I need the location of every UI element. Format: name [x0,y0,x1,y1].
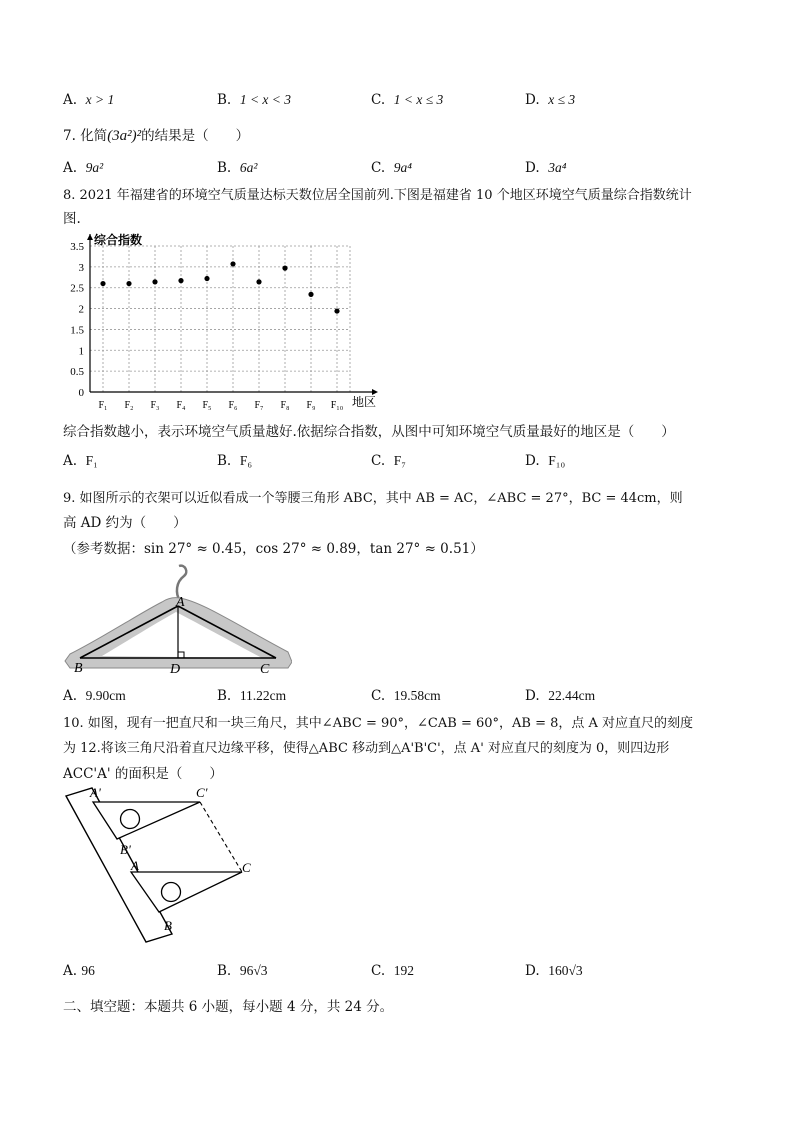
label-b-prime: B' [120,842,131,857]
data-point [282,266,287,271]
x-tick-label: F₁₀ [330,400,344,411]
label-b: B [164,918,172,933]
q6-option-b: B. 1 < x < 3 [217,92,292,108]
q9-reference: （参考数据：sin 27° ≈ 0.45，cos 27° ≈ 0.89，tan 27° ≈ 0.51） [63,541,484,557]
label-c: C [260,662,270,677]
q7-option-d: D. 3a⁴ [525,160,567,176]
q8-option-c: C. F₇ [371,453,406,469]
q10-ruler-triangle-figure [62,784,262,948]
q10-stem-line1: 10. 如图，现有一把直尺和一块三角尺，其中∠ABC = 90°，∠CAB = 60°，AB = 8，点 A 对应直尺的刻度 [63,716,694,731]
y-tick-label: 0 [78,387,84,399]
x-tick-label: F₈ [280,400,290,411]
x-tick-label: F₁ [98,400,108,411]
data-point [204,276,209,281]
q8-scatter-chart [60,226,390,414]
q7-option-c: C. 9a⁴ [371,160,412,176]
x-tick-label: F₃ [150,400,160,411]
label-b: B [74,661,83,676]
q7-stem: 7. 化简(3a²)²的结果是（ ） [63,128,250,144]
y-tick-label: 1.5 [70,324,84,337]
section2-heading: 二、填空题：本题共 6 小题，每小题 4 分，共 24 分。 [63,999,394,1015]
q6-option-d: D. x ≤ 3 [525,92,576,108]
y-tick-label: 2 [78,303,84,316]
data-point [152,279,157,284]
q10-option-b: B. 96√3 [217,963,268,979]
q8-stem-line1: 8. 2021 年福建省的环境空气质量达标天数位居全国前列.下图是福建省 10 个地区环境空气质量综合指数统计 [63,188,692,203]
q6-option-a: A. x > 1 [63,92,115,108]
y-tick-label: 2.5 [70,282,84,295]
data-point [100,281,105,286]
q8-option-d: D. F₁₀ [525,453,566,469]
label-c-prime: C' [196,785,208,800]
q10-option-d: D. 160√3 [525,963,583,979]
x-tick-label: F₉ [306,400,316,411]
segment-cc1 [200,802,242,872]
x-tick-label: F₄ [176,400,186,411]
q10-stem-line2: 为 12.将该三角尺沿着直尺边缘平移，使得△ABC 移动到△A'B'C'，点 A' 对应直尺的刻度为 0，则四边形 [63,741,670,756]
y-tick-label: 0.5 [70,366,84,379]
data-point [308,292,313,297]
data-point [126,281,131,286]
q6-option-c: C. 1 < x ≤ 3 [371,92,444,108]
q9-option-b: B. 11.22cm [217,688,287,704]
q9-hanger-figure [62,560,292,678]
chart-x-ticks [98,400,343,411]
q8-stem-line2: 图. [63,211,81,227]
q8-option-b: B. F₆ [217,453,253,469]
data-point [256,279,261,284]
label-a: A [131,858,139,873]
q7-option-a: A. 9a² [63,160,104,176]
label-d: D [170,662,181,677]
label-a-prime: A' [90,785,101,800]
q10-stem-line3: ACC'A' 的面积是（ ） [63,766,223,782]
chart-y-ticks [70,241,84,399]
q10-option-a: A. 96 [63,963,95,979]
chart-y-label: 综合指数 [94,233,143,247]
data-point [334,308,339,313]
y-tick-label: 1 [78,345,84,358]
y-axis-arrow [87,234,93,240]
x-tick-label: F₂ [124,400,134,411]
label-a: A [176,595,185,610]
q9-stem-line1: 9. 如图所示的衣架可以近似看成一个等腰三角形 ABC，其中 AB = AC，∠ABC = 27°，BC = 44cm，则 [63,491,683,506]
q8-option-a: A. F₁ [63,453,98,469]
x-tick-label: F₆ [228,400,238,411]
y-tick-label: 3.5 [70,241,84,253]
q9-stem-line2: 高 AD 约为（ ） [63,515,187,531]
chart-x-label: 地区 [352,395,377,409]
q8-question: 综合指数越小，表示环境空气质量越好.依据综合指数，从图中可知环境空气质量最好的地区是（ ） [63,424,675,440]
x-tick-label: F₅ [202,400,212,411]
q9-option-a: A. 9.90cm [63,688,126,704]
y-tick-label: 3 [78,261,84,274]
q10-option-c: C. 192 [371,963,414,979]
data-point [230,261,235,266]
data-point [178,278,183,283]
chart-grid [90,246,350,392]
q7-option-b: B. 6a² [217,160,258,176]
x-tick-label: F₇ [254,400,264,411]
q9-option-d: D. 22.44cm [525,688,596,704]
q9-option-c: C. 19.58cm [371,688,441,704]
label-c: C [242,860,251,875]
